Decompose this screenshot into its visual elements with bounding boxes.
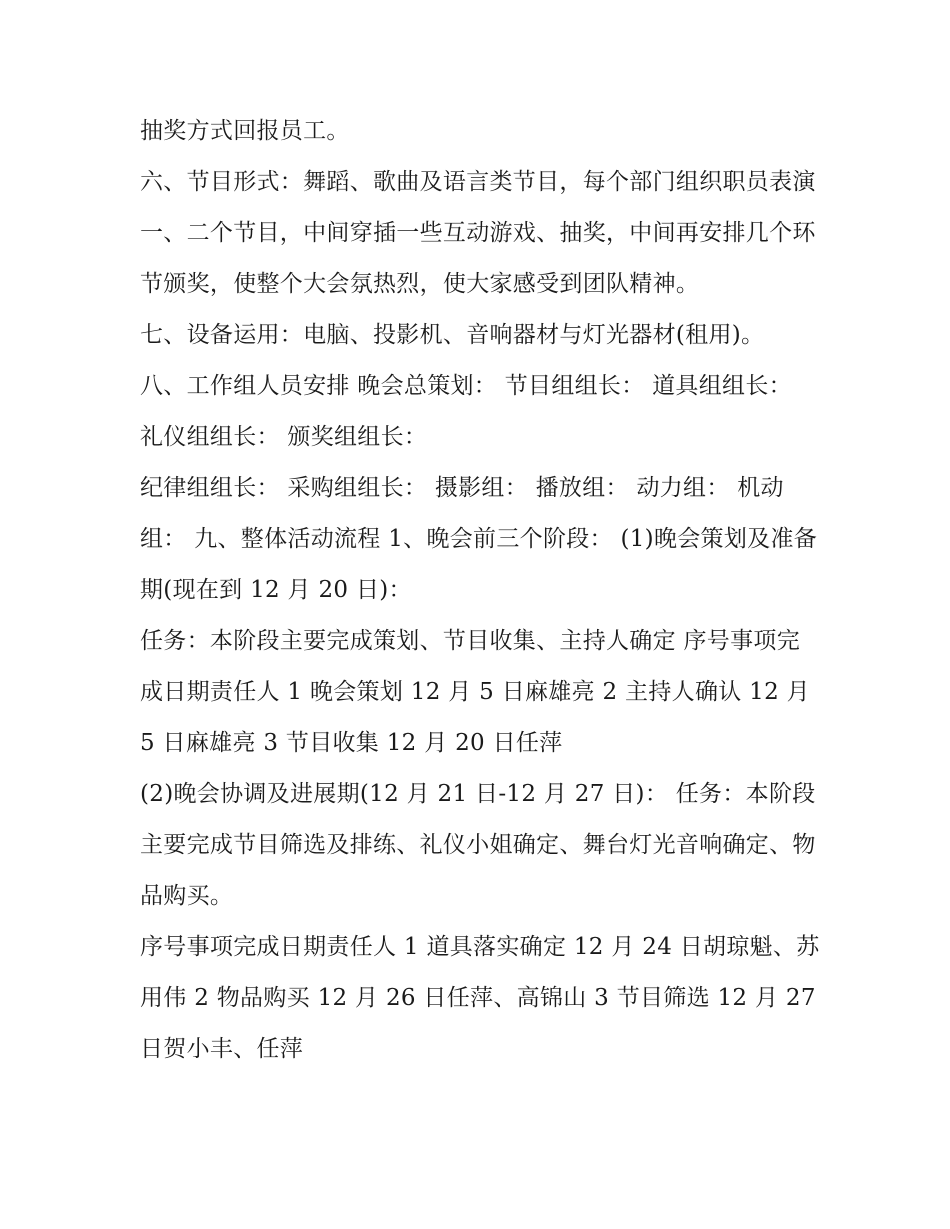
paragraph-6: 任务：本阶段主要完成策划、节目收集、主持人确定 序号事项完成日期责任人 1 晚会策划 12 月 5 日麻雄亮 2 主持人确认 12 月 5 日麻雄亮 3 节目收集 12 月 20 日任萍 — [140, 628, 810, 756]
paragraph-4: 八、工作组人员安排 晚会总策划： 节目组组长： 道具组组长： 礼仪组组长： 颁奖组组长： — [140, 373, 792, 450]
document-body — [140, 106, 820, 1075]
paragraph-8: 序号事项完成日期责任人 1 道具落实确定 12 月 24 日胡琼魁、苏用伟 2 物品购买 12 月 26 日任萍、高锦山 3 节目筛选 12 月 27 日贺小丰、任萍 — [140, 934, 820, 1062]
paragraph-2: 六、节目形式：舞蹈、歌曲及语言类节目，每个部门组织职员表演一、二个节目，中间穿插一些互动游戏、抽奖，中间再安排几个环节颁奖，使整个大会氛热烈，使大家感受到团队精神。 — [140, 169, 816, 297]
paragraph-1: 抽奖方式回报员工。 — [140, 118, 350, 144]
paragraph-7: (2)晚会协调及进展期(12 月 21 日-12 月 27 日)： 任务：本阶段主要完成节目筛选及排练、礼仪小姐确定、舞台灯光音响确定、物品购买。 — [140, 781, 816, 909]
paragraph-5: 纪律组组长： 采购组组长： 摄影组： 播放组： 动力组： 机动组： 九、整体活动流程 1、晚会前三个阶段： (1)晚会策划及准备期(现在到 12 月 20 日)： — [140, 475, 818, 603]
paragraph-3: 七、设备运用：电脑、投影机、音响器材与灯光器材(租用)。 — [140, 322, 765, 348]
